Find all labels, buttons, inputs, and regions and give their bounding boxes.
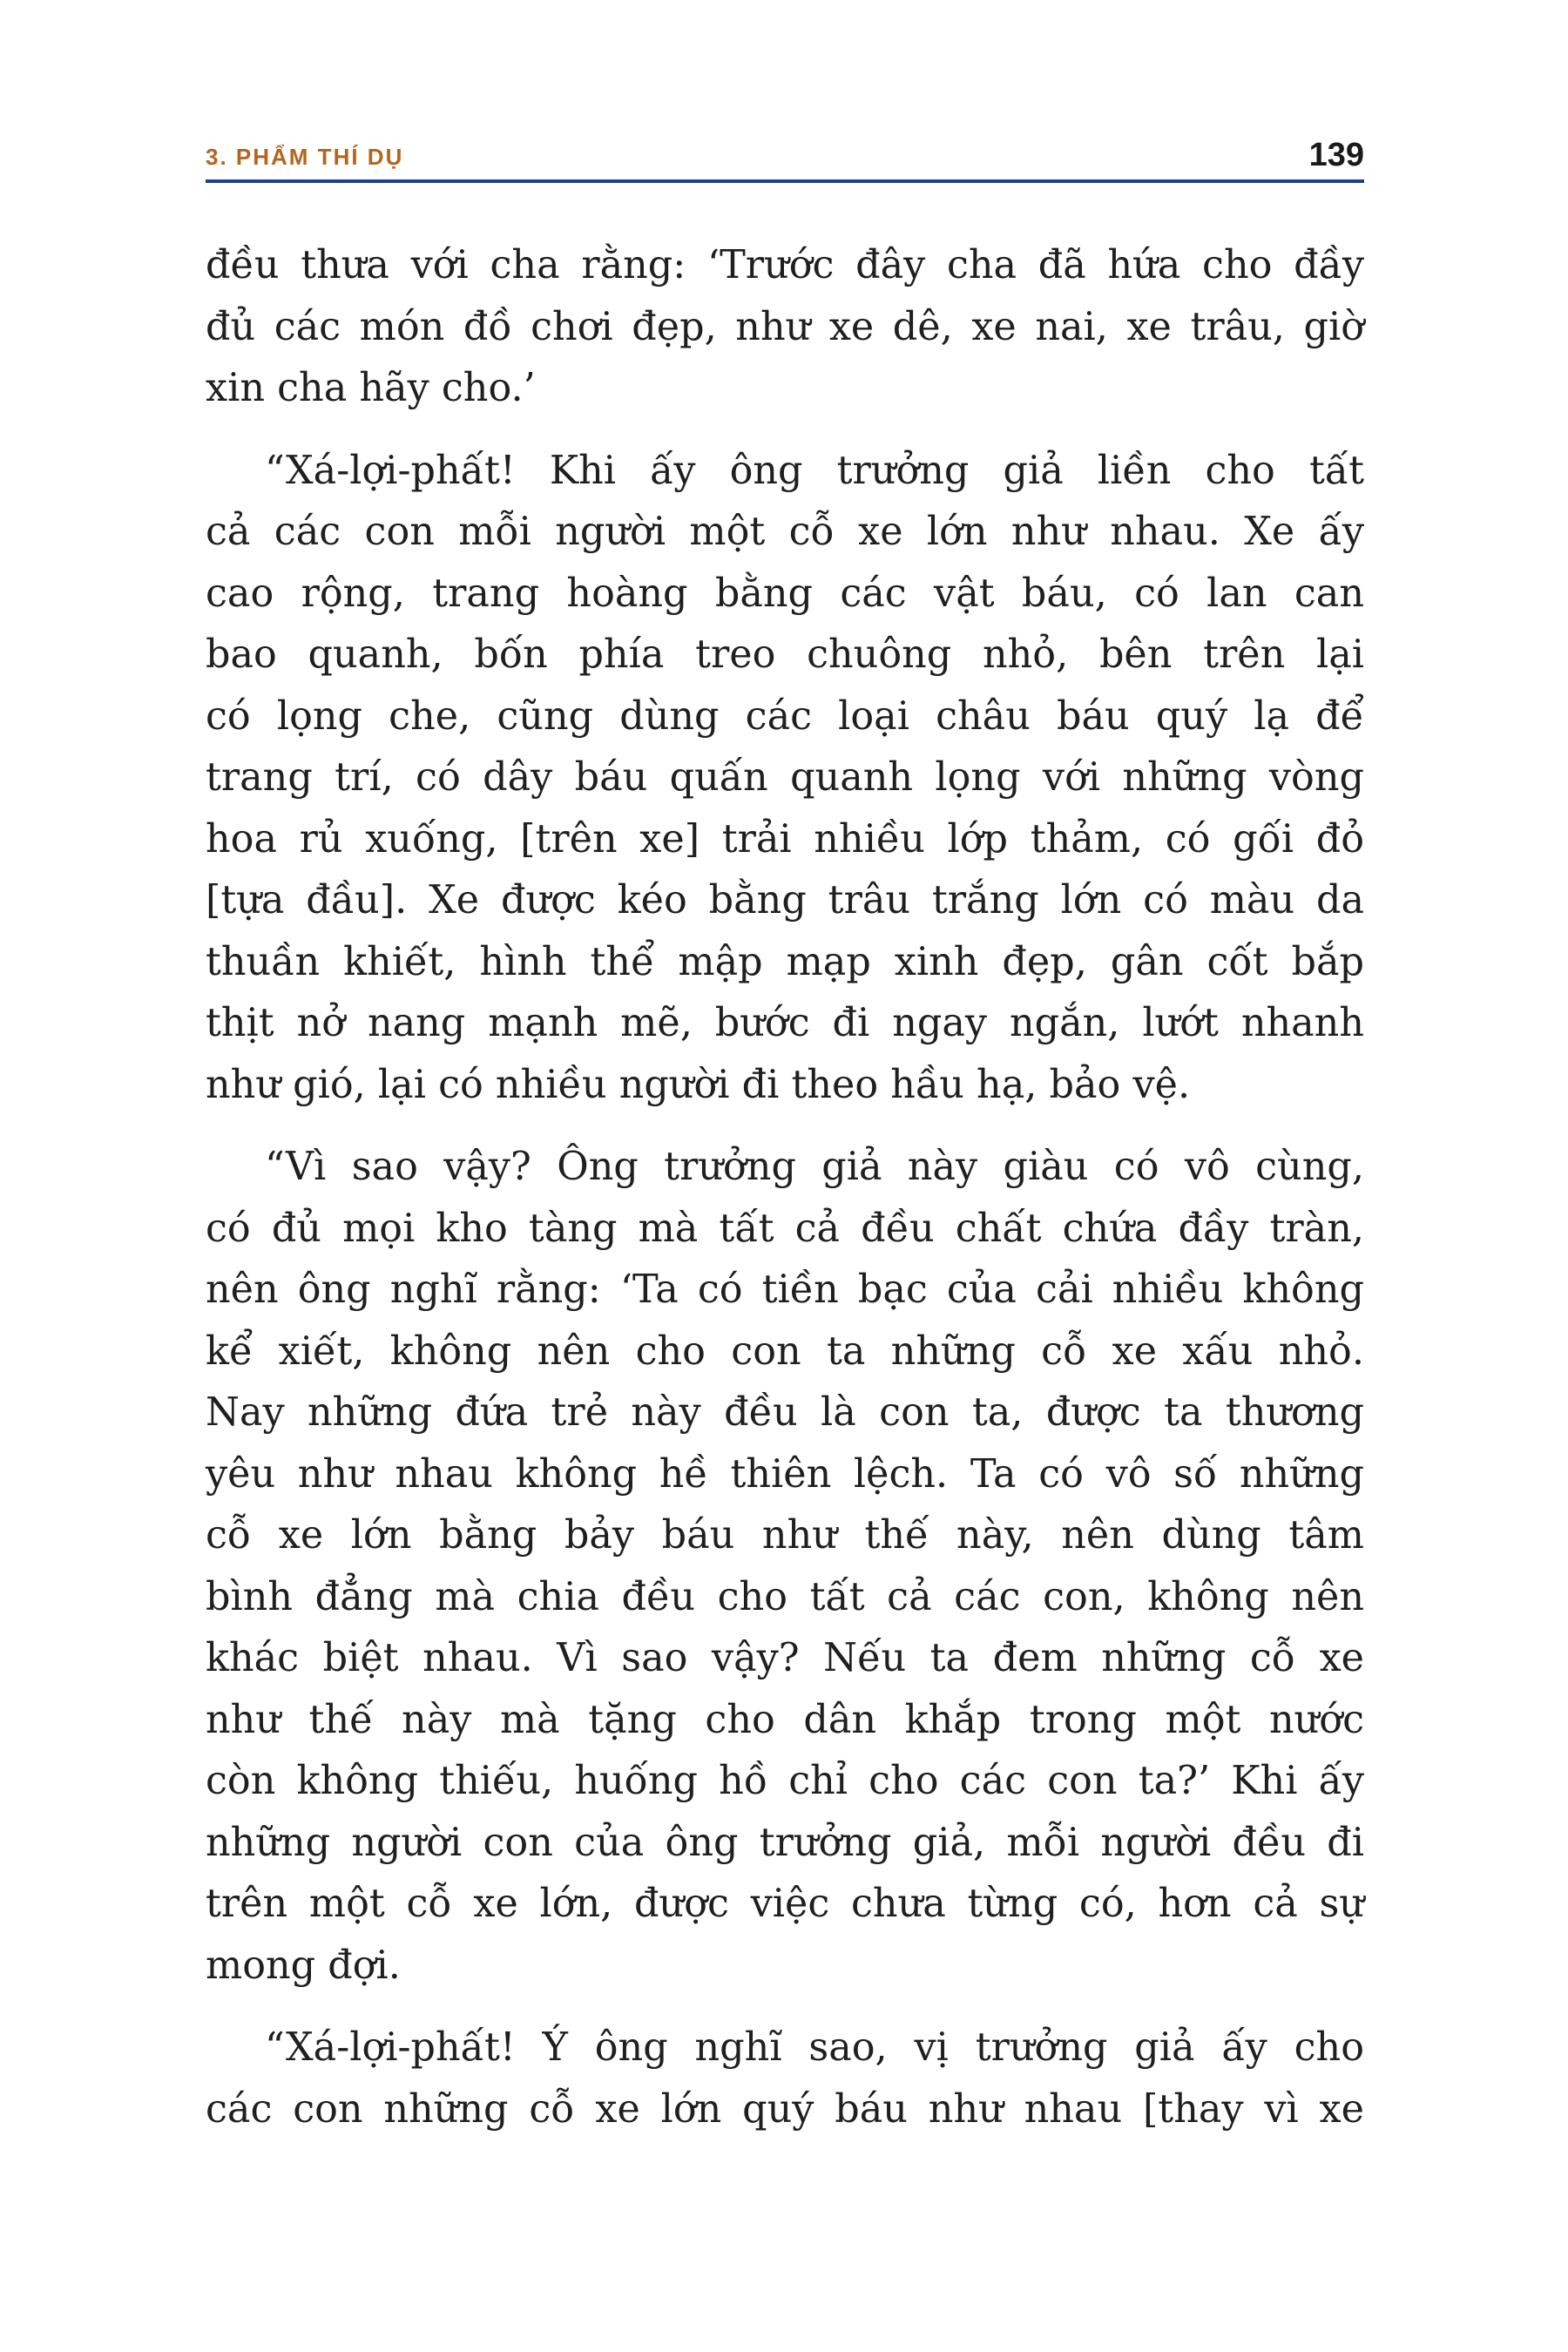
- chapter-title: 3. PHẨM THÍ DỤ: [206, 144, 404, 170]
- text-line: những người con của ông trưởng giả, mỗi người đều đi: [206, 1820, 1364, 1865]
- text-line: khác biệt nhau. Vì sao vậy? Nếu ta đem những cỗ xe: [206, 1636, 1364, 1680]
- text-line: nên ông nghĩ rằng: ‘Ta có tiền bạc của cải nhiều không: [206, 1267, 1364, 1312]
- text-line: mong đợi.: [206, 1943, 401, 1988]
- text-line: hoa rủ xuống, [trên xe] trải nhiều lớp thảm, có gối đỏ: [206, 816, 1364, 862]
- paragraph: [206, 441, 1364, 1117]
- text-line: cả các con mỗi người một cỗ xe lớn như nhau. Xe ấy: [206, 510, 1364, 554]
- text-line: bình đẳng mà chia đều cho tất cả các con, không nên: [206, 1574, 1364, 1619]
- text-line: kể xiết, không nên cho con ta những cỗ xe xấu nhỏ.: [206, 1328, 1364, 1374]
- text-line: yêu như nhau không hề thiên lệch. Ta có vô số những: [206, 1451, 1364, 1497]
- paragraph: [206, 1137, 1364, 1997]
- text-line: xin cha hãy cho.’: [206, 366, 536, 410]
- text-line: “Xá-lợi-phất! Ý ông nghĩ sao, vị trưởng giả ấy cho: [265, 2025, 1364, 2070]
- text-line: bao quanh, bốn phía treo chuông nhỏ, bên trên lại: [206, 632, 1364, 677]
- running-header: [206, 131, 1364, 183]
- text-line: như thế này mà tặng cho dân khắp trong một nước: [206, 1697, 1364, 1742]
- text-line: “Vì sao vậy? Ông trưởng giả này giàu có vô cùng,: [265, 1145, 1364, 1189]
- text-line: [tựa đầu]. Xe được kéo bằng trâu trắng lớn có màu da: [206, 878, 1364, 923]
- text-line: đủ các món đồ chơi đẹp, như xe dê, xe nai, xe trâu, giờ: [206, 304, 1364, 349]
- body-text: [206, 235, 1364, 2161]
- text-line: có đủ mọi kho tàng mà tất cả đều chất chứa đầy tràn,: [206, 1206, 1364, 1251]
- paragraph: [206, 2017, 1364, 2140]
- text-line: “Xá-lợi-phất! Khi ấy ông trưởng giả liền cho tất: [265, 448, 1364, 493]
- text-line: thịt nở nang mạnh mẽ, bước đi ngay ngắn, lướt nhanh: [206, 1001, 1364, 1045]
- text-line: trên một cỗ xe lớn, được việc chưa từng có, hơn cả sự: [206, 1882, 1364, 1926]
- text-line: đều thưa với cha rằng: ‘Trước đây cha đã hứa cho đầy: [206, 243, 1364, 287]
- text-line: như gió, lại có nhiều người đi theo hầu hạ, bảo vệ.: [206, 1062, 1191, 1107]
- text-line: trang trí, có dây báu quấn quanh lọng với những vòng: [206, 755, 1364, 800]
- text-line: cao rộng, trang hoàng bằng các vật báu, có lan can: [206, 571, 1364, 616]
- text-line: thuần khiết, hình thể mập mạp xinh đẹp, gân cốt bắp: [206, 939, 1364, 984]
- text-line: có lọng che, cũng dùng các loại châu báu quý lạ để: [206, 693, 1364, 739]
- page-number: 139: [1308, 137, 1364, 173]
- paragraph: [206, 235, 1364, 420]
- text-line: cỗ xe lớn bằng bảy báu như thế này, nên dùng tâm: [206, 1513, 1364, 1558]
- text-line: còn không thiếu, huống hồ chỉ cho các con ta?’ Khi ấy: [206, 1759, 1364, 1803]
- text-line: Nay những đứa trẻ này đều là con ta, được ta thương: [206, 1390, 1364, 1435]
- text-line: các con những cỗ xe lớn quý báu như nhau [thay vì xe: [206, 2086, 1364, 2132]
